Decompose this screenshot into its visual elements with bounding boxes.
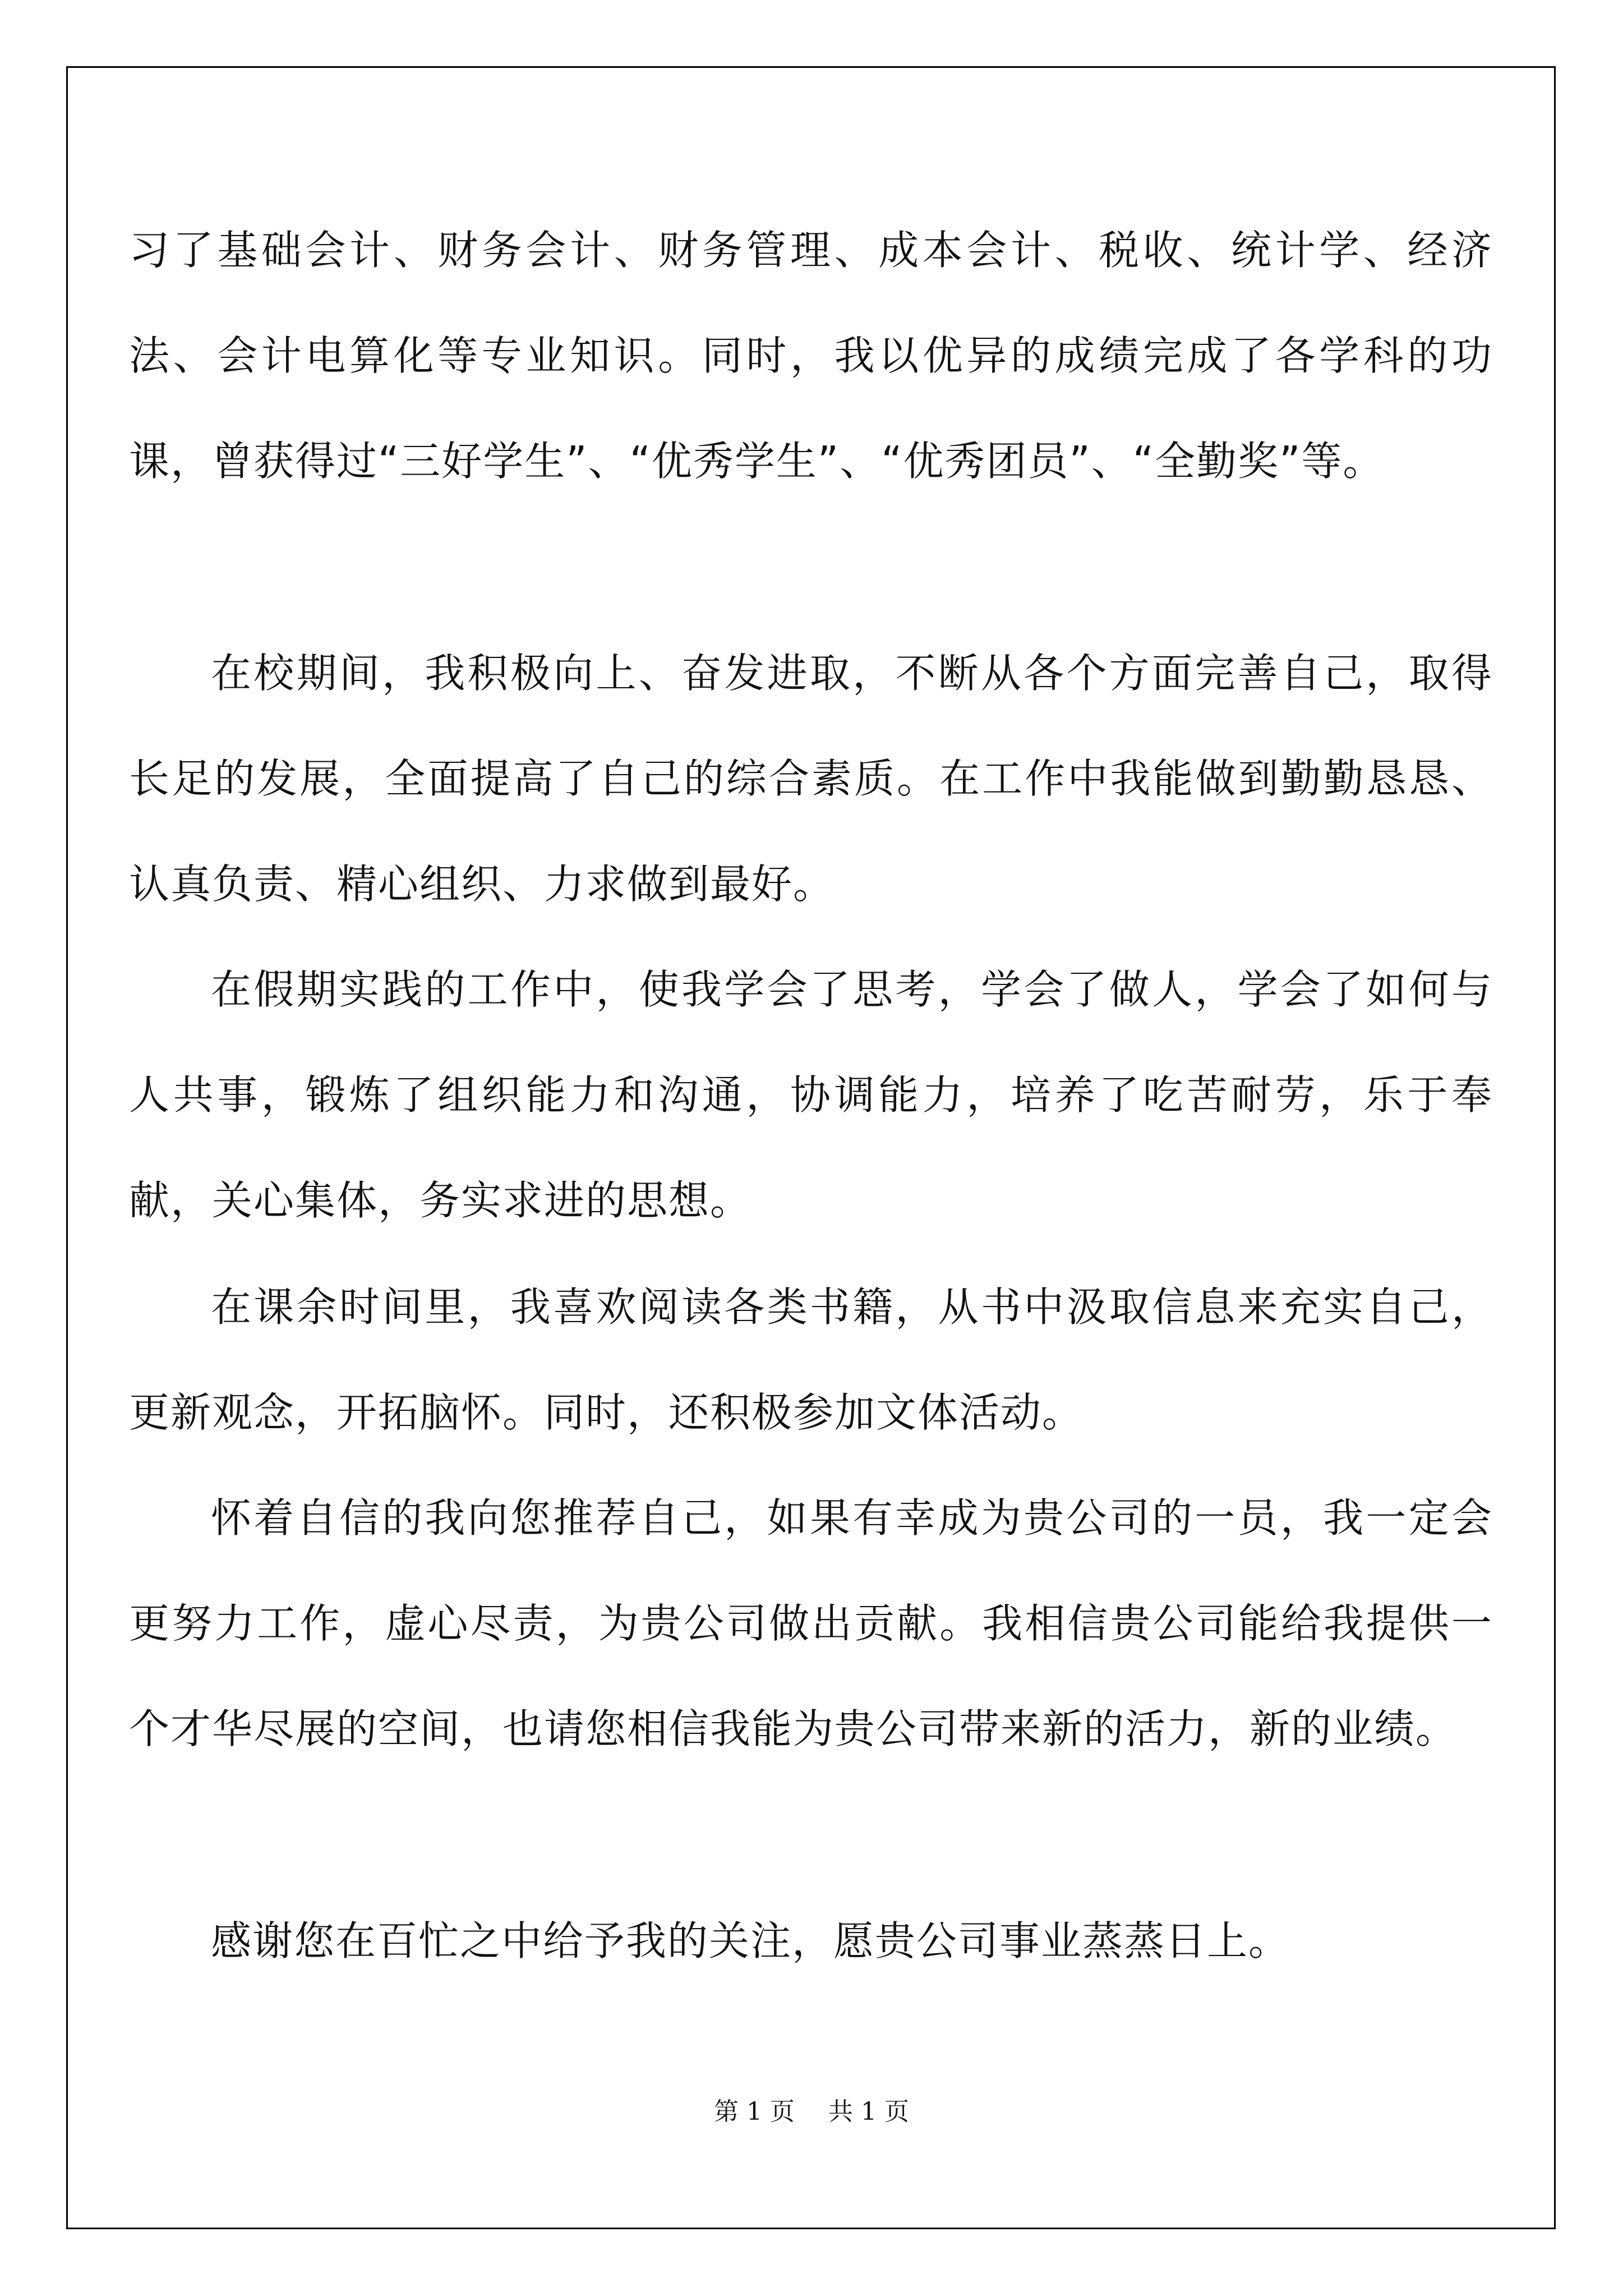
paragraph-2: 在校期间，我积极向上、奋发进取，不断从各个方面完善自己，取得长足的发展，全面提高了自己的综合素质。在工作中我能做到勤勤恳恳、认真负责、精心组织、力求做到最好。 — [129, 650, 1493, 908]
paragraph-6: 感谢您在百忙之中给予我的关注，愿贵公司事业蒸蒸日上。 — [211, 1917, 1290, 1964]
paragraph-1: 习了基础会计、财务会计、财务管理、成本会计、税收、统计学、经济法、会计电算化等专业知识。同时，我以优异的成绩完成了各学科的功课，曾获得过“三好学生”、“优秀学生”、“优秀团员”、“全勤奖”等。 — [129, 227, 1493, 485]
paragraph-4: 在课余时间里，我喜欢阅读各类书籍，从书中汲取信息来充实自己，更新观念，开拓脑怀。同时，还积极参加文体活动。 — [129, 1283, 1493, 1436]
page-number: 第 1 页 — [714, 2097, 795, 2126]
paragraph-5: 怀着自信的我向您推荐自己，如果有幸成为贵公司的一员，我一定会更努力工作，虚心尽责，为贵公司做出贡献。我相信贵公司能给我提供一个才华尽展的空间，也请您相信我能为贵公司带来新的活力，新的业绩。 — [129, 1494, 1493, 1752]
page-total: 共 1 页 — [828, 2097, 909, 2126]
page-footer — [0, 2091, 1623, 2127]
paragraph-3: 在假期实践的工作中，使我学会了思考，学会了做人，学会了如何与人共事，锻炼了组织能力和沟通，协调能力，培养了吃苦耐劳，乐于奉献，关心集体，务实求进的思想。 — [129, 966, 1493, 1224]
